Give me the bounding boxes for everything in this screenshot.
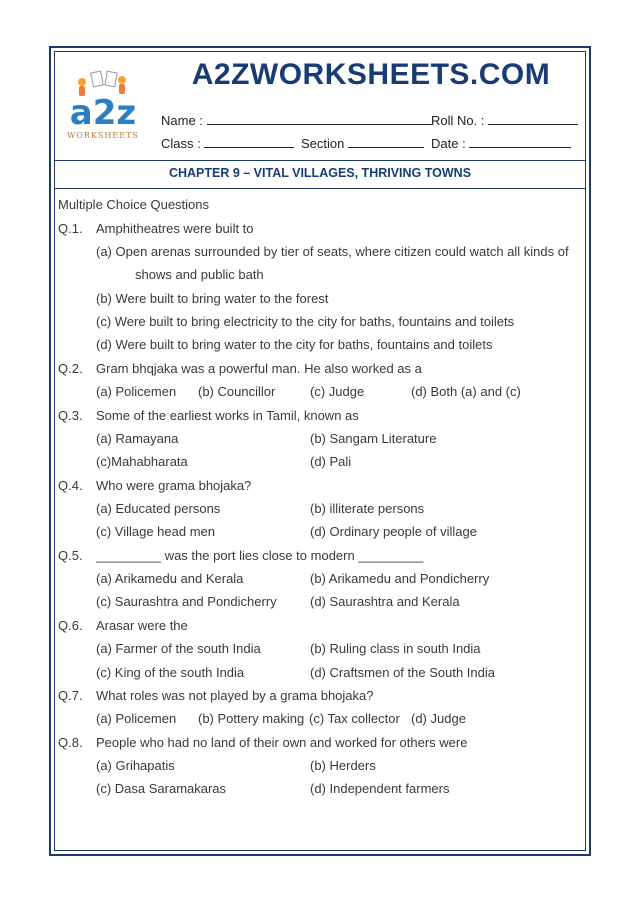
class-field[interactable]: [161, 135, 294, 151]
svg-text:a2z: a2z: [69, 93, 137, 133]
question-text: People who had no land of their own and worked for others were: [96, 735, 468, 750]
question-number: Q.6.: [58, 618, 83, 633]
question-number: Q.1.: [58, 221, 83, 236]
option-b: (b) Were built to bring water to the forest: [96, 291, 329, 306]
option-a: (a) Open arenas surrounded by tier of seats, where citizen could watch all kinds of: [96, 244, 569, 259]
option-c: (c) Dasa Saramakaras: [96, 781, 227, 796]
option-a-continued: shows and public bath: [135, 267, 264, 282]
option-d: (d) Judge: [411, 711, 466, 726]
question-text: Who were grama bhojaka?: [96, 478, 252, 493]
question-number: Q.8.: [58, 735, 83, 750]
question-text: What roles was not played by a grama bhojaka?: [96, 688, 374, 703]
svg-text:WORKSHEETS: WORKSHEETS: [67, 131, 139, 140]
question-number: Q.3.: [58, 408, 83, 423]
option-c: (c) Saurashtra and Pondicherry: [96, 594, 277, 609]
question-number: Q.5.: [58, 548, 83, 563]
site-title: A2ZWORKSHEETS.COM: [191, 58, 551, 91]
option-c: (c)Mahabharata: [96, 454, 188, 469]
option-a: (a) Farmer of the south India: [96, 641, 261, 656]
option-a: (a) Grihapatis: [96, 758, 175, 773]
option-b: (b) Ruling class in south India: [310, 641, 481, 656]
option-b: (b) Pottery making: [198, 711, 305, 726]
option-d: (d) Craftsmen of the South India: [310, 665, 495, 680]
name-label: Name :: [161, 113, 203, 128]
question-text: _________ was the port lies close to modern _________: [96, 548, 424, 563]
header-divider: [54, 160, 586, 161]
option-d: (d) Pali: [310, 454, 352, 469]
class-label: Class :: [161, 136, 201, 151]
option-c: (c) Tax collector: [309, 711, 400, 726]
date-label: Date :: [431, 136, 466, 151]
option-a: (a) Policemen: [96, 711, 177, 726]
option-a: (a) Educated persons: [96, 501, 221, 516]
question-number: Q.7.: [58, 688, 83, 703]
question-text: Some of the earliest works in Tamil, known as: [96, 408, 359, 423]
question-text: Amphitheatres were built to: [96, 221, 254, 236]
option-a: (a) Ramayana: [96, 431, 179, 446]
roll-blank[interactable]: [488, 112, 578, 125]
option-d: (d) Were built to bring water to the city for baths, fountains and toilets: [96, 337, 493, 352]
option-a: (a) Arikamedu and Kerala: [96, 571, 244, 586]
name-field[interactable]: [161, 112, 433, 128]
date-field[interactable]: [431, 135, 571, 151]
section-blank[interactable]: [348, 135, 424, 148]
option-a: (a) Policemen: [96, 384, 177, 399]
question-number: Q.2.: [58, 361, 83, 376]
option-c: (c) Village head men: [96, 524, 215, 539]
roll-label: Roll No. :: [431, 113, 485, 128]
a2z-logo: [60, 70, 146, 144]
option-c: (c) Were built to bring electricity to the city for baths, fountains and toilets: [96, 314, 515, 329]
question-text: Gram bhqjaka was a powerful man. He also worked as a: [96, 361, 422, 376]
option-c: (c) Judge: [310, 384, 365, 399]
option-d: (d) Ordinary people of village: [310, 524, 477, 539]
roll-field[interactable]: [431, 112, 578, 128]
option-c: (c) King of the south India: [96, 665, 245, 680]
date-blank[interactable]: [469, 135, 571, 148]
name-blank[interactable]: [207, 112, 433, 125]
option-d: (d) Both (a) and (c): [411, 384, 521, 399]
chapter-title: CHAPTER 9 – VITAL VILLAGES, THRIVING TOWNS: [168, 166, 472, 180]
option-b: (b) Arikamedu and Pondicherry: [310, 571, 490, 586]
option-b: (b) Herders: [310, 758, 376, 773]
option-d: (d) Saurashtra and Kerala: [310, 594, 460, 609]
option-b: (b) Sangam Literature: [310, 431, 437, 446]
section-label: Section: [301, 136, 345, 151]
section-field[interactable]: [301, 135, 424, 151]
option-b: (b) illiterate persons: [310, 501, 425, 516]
option-d: (d) Independent farmers: [310, 781, 450, 796]
chapter-divider: [54, 188, 586, 189]
question-number: Q.4.: [58, 478, 83, 493]
question-text: Arasar were the: [96, 618, 188, 633]
class-blank[interactable]: [204, 135, 294, 148]
option-b: (b) Councillor: [198, 384, 276, 399]
section-heading: Multiple Choice Questions: [58, 197, 210, 212]
